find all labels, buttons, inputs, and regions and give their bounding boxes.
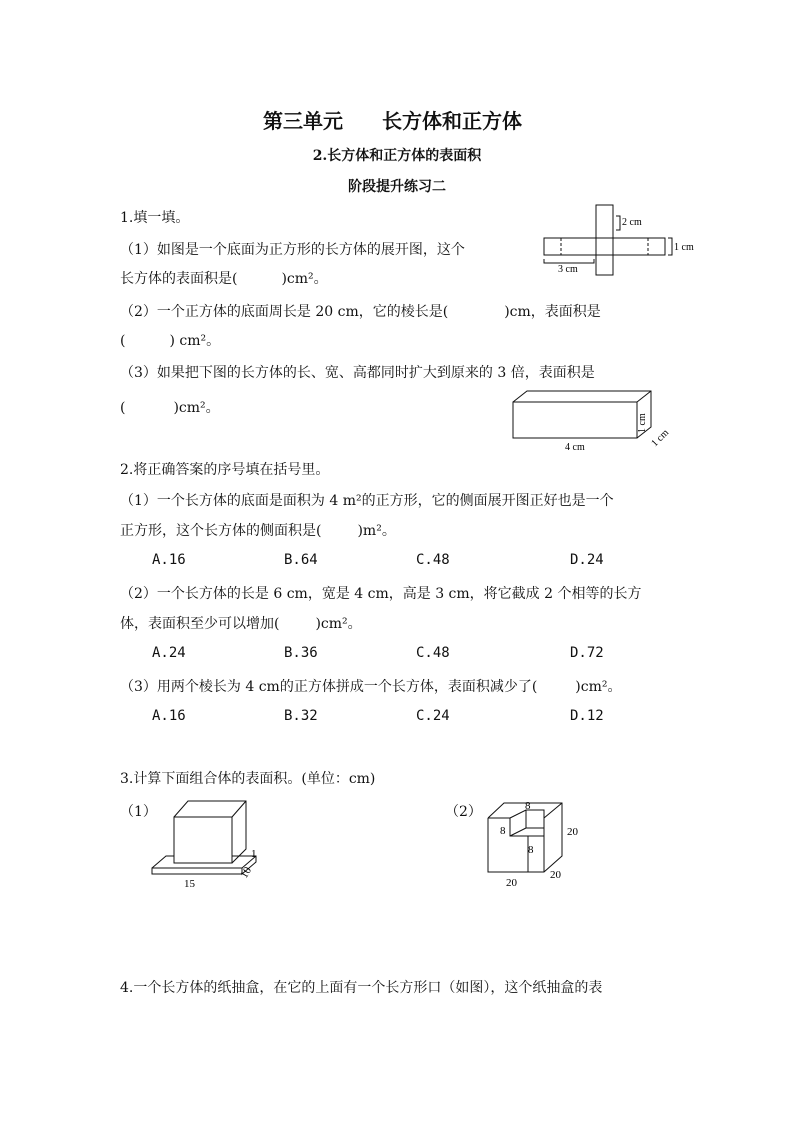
fig1-label-length: 15 bbox=[184, 878, 195, 890]
net-label-bottom: 3 cm bbox=[558, 264, 578, 275]
fig1-label-thickness: 1 bbox=[251, 848, 257, 860]
q2-p1-choice-d: D.24 bbox=[570, 552, 604, 568]
box-label-length: 4 cm bbox=[565, 442, 585, 453]
q1-p3-line2: ( )cm²。 bbox=[120, 400, 220, 416]
q2-p3-choice-c: C.24 bbox=[416, 708, 450, 724]
q2-p1-line2: 正方形，这个长方体的侧面积是( )m²。 bbox=[120, 523, 396, 539]
net-label-right: 1 cm bbox=[674, 242, 694, 253]
net-label-top: 2 cm bbox=[622, 217, 642, 228]
lesson-title: 2.长方体和正方体的表面积 bbox=[312, 148, 482, 164]
q4-line1: 4.一个长方体的纸抽盒，在它的上面有一个长方形口（如图），这个纸抽盒的表 bbox=[120, 980, 603, 996]
fig2-label-notch-top: 8 bbox=[525, 800, 531, 812]
q2-p1-choice-b: B.64 bbox=[284, 552, 318, 568]
q3-fig1-label: （1） bbox=[120, 804, 157, 820]
q1-p1-line2: 长方体的表面积是( )cm²。 bbox=[120, 271, 328, 287]
fig2-label-edge-depth: 20 bbox=[550, 869, 561, 881]
q2-p2-choice-c: C.48 bbox=[416, 645, 450, 661]
q2-p1-choice-a: A.16 bbox=[152, 552, 186, 568]
fig2-label-notch-left: 8 bbox=[500, 825, 506, 837]
q2-p3-line1: （3）用两个棱长为 4 cm的正方体拼成一个长方体，表面积减少了( )cm²。 bbox=[120, 679, 622, 695]
q2-p2-line1: （2）一个长方体的长是 6 cm，宽是 4 cm，高是 3 cm，将它截成 2 个相等的长方 bbox=[120, 586, 642, 602]
q1-p2-line1: （2）一个正方体的底面周长是 20 cm，它的棱长是( )cm，表面积是 bbox=[120, 304, 601, 320]
cuboid-figure bbox=[505, 385, 685, 455]
q2-p1-line1: （1）一个长方体的底面是面积为 4 m²的正方形，它的侧面展开图正好也是一个 bbox=[120, 493, 614, 509]
q1-heading: 1.填一填。 bbox=[120, 210, 190, 226]
fig2-label-edge-right: 20 bbox=[567, 826, 578, 838]
q2-p3-choice-a: A.16 bbox=[152, 708, 186, 724]
fig2-label-edge-front: 20 bbox=[506, 877, 517, 889]
cube-on-plate-figure bbox=[148, 795, 278, 895]
q3-fig2-label: （2） bbox=[445, 804, 482, 820]
q1-p2-line2: ( ) cm²。 bbox=[120, 333, 221, 349]
q3-heading: 3.计算下面组合体的表面积。(单位：cm) bbox=[120, 771, 376, 787]
q2-p2-choice-d: D.72 bbox=[570, 645, 604, 661]
q2-p2-choice-b: B.36 bbox=[284, 645, 318, 661]
q1-p3-line1: （3）如果把下图的长方体的长、宽、高都同时扩大到原来的 3 倍，表面积是 bbox=[120, 365, 595, 381]
unit-title: 第三单元 bbox=[263, 109, 343, 133]
q2-heading: 2.将正确答案的序号填在括号里。 bbox=[120, 462, 330, 478]
q1-p1-line1: （1）如图是一个底面为正方形的长方体的展开图，这个 bbox=[120, 242, 465, 258]
q2-p3-choice-b: B.32 bbox=[284, 708, 318, 724]
q2-p1-choice-c: C.48 bbox=[416, 552, 450, 568]
notched-cube-figure bbox=[484, 798, 594, 893]
cuboid-net-figure bbox=[538, 200, 694, 280]
q2-p3-choice-d: D.12 bbox=[570, 708, 604, 724]
box-label-height: 1 cm bbox=[637, 413, 648, 433]
q2-p2-line2: 体，表面积至少可以增加( )cm²。 bbox=[120, 616, 362, 632]
box-label-width: 1 cm bbox=[649, 427, 672, 450]
fig1-label-width: 10 bbox=[238, 864, 255, 881]
unit-subject: 长方体和正方体 bbox=[382, 109, 522, 133]
q2-p2-choice-a: A.24 bbox=[152, 645, 186, 661]
practice-title: 阶段提升练习二 bbox=[348, 179, 446, 195]
fig2-label-notch-bottom: 8 bbox=[528, 844, 534, 856]
